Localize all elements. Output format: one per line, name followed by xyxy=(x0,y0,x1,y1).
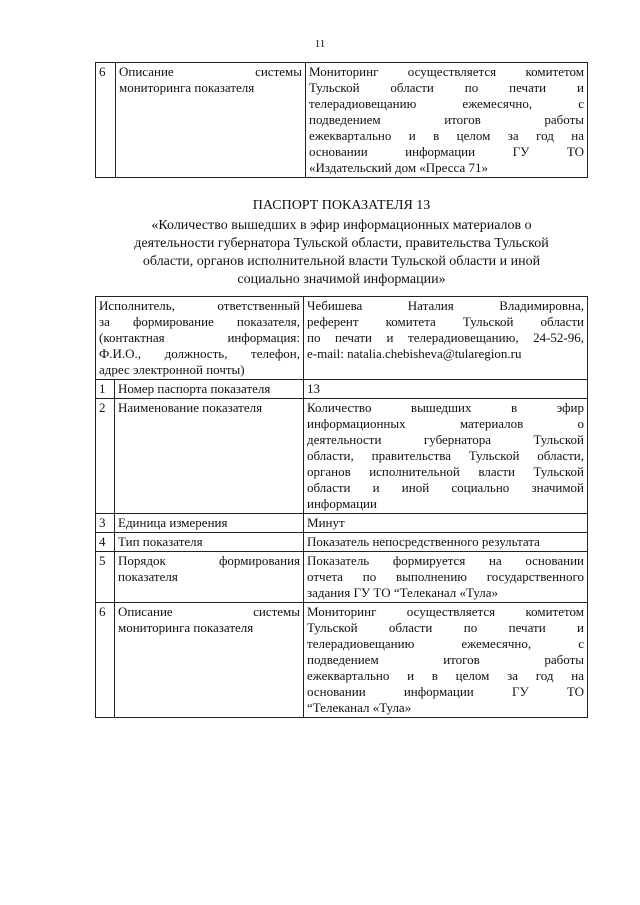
row-value xyxy=(304,514,588,533)
passport-title: ПАСПОРТ ПОКАЗАТЕЛЯ 13 xyxy=(252,198,431,213)
value-line: Мониторинг осуществляется комитетом xyxy=(309,64,584,79)
row-value xyxy=(304,380,588,399)
row-label xyxy=(115,603,304,718)
row-number: 2 xyxy=(96,399,115,514)
value-line: ежеквартально и в целом за год на xyxy=(309,128,584,143)
row-label xyxy=(115,514,304,533)
row-value xyxy=(306,63,588,178)
page-number: 11 xyxy=(314,38,326,50)
row-number: 6 xyxy=(96,603,115,718)
row-value xyxy=(304,533,588,552)
label-line: Описание системы xyxy=(119,64,302,79)
row-number: 3 xyxy=(96,514,115,533)
value-line: Тульской области по печати и xyxy=(307,620,584,635)
label-line: показателя xyxy=(118,569,178,584)
row-value xyxy=(304,552,588,603)
passport-heading xyxy=(95,197,588,289)
value-line: по печати и телерадиовещанию, 24-52-96, xyxy=(307,330,584,345)
value-line: Показатель непосредственного результата xyxy=(307,534,540,549)
table-row xyxy=(96,514,588,533)
value-line: референт комитета Тульской области xyxy=(307,314,584,329)
value-line: ежеквартально и в целом за год на xyxy=(307,668,584,683)
label-line: Тип показателя xyxy=(118,534,203,549)
label-line: Номер паспорта показателя xyxy=(118,381,271,396)
table-row xyxy=(96,603,588,718)
value-line: задания ГУ ТО “Телеканал «Тула» xyxy=(307,585,499,600)
value-line: информационных материалов о xyxy=(307,416,584,431)
value-line: области и иной социально значимой xyxy=(307,480,584,495)
label-line: Исполнитель, ответственный xyxy=(99,298,301,313)
value-line: информации xyxy=(307,496,377,511)
table-row xyxy=(96,63,588,178)
row-value xyxy=(304,399,588,514)
value-line: «Издательский дом «Пресса 71» xyxy=(309,160,488,175)
row-number: 4 xyxy=(96,533,115,552)
row-number: 1 xyxy=(96,380,115,399)
value-line: подведением итогов работы xyxy=(309,112,584,127)
subtitle-line: деятельности губернатора Тульской области, правительства Тульской xyxy=(134,236,549,251)
row-value xyxy=(304,603,588,718)
subtitle-line: «Количество вышедших в эфир информационных материалов о xyxy=(151,218,532,233)
row-label xyxy=(115,552,304,603)
row-number: 6 xyxy=(96,63,116,178)
value-line: телерадиовещанию ежемесячно, с xyxy=(307,636,584,651)
table-row xyxy=(96,297,588,380)
subtitle-line: области, органов исполнительной власти Тульской области и иной xyxy=(142,254,541,269)
table-row xyxy=(96,380,588,399)
value-line: Минут xyxy=(307,515,345,530)
label-line: Единица измерения xyxy=(118,515,228,530)
label-line: мониторинга показателя xyxy=(119,80,255,95)
executor-label xyxy=(96,297,304,380)
value-line: 13 xyxy=(307,381,321,396)
table-row xyxy=(96,552,588,603)
value-line: деятельности губернатора Тульской xyxy=(307,432,584,447)
table-row xyxy=(96,533,588,552)
executor-value xyxy=(304,297,588,380)
row-label xyxy=(116,63,306,178)
value-line: основании информации ГУ ТО xyxy=(307,684,584,699)
row-number: 5 xyxy=(96,552,115,603)
value-line: Чебишева Наталия Владимировна, xyxy=(307,298,584,313)
label-line: мониторинга показателя xyxy=(118,620,254,635)
value-line: “Телеканал «Тула» xyxy=(307,700,412,715)
value-line: отчета по выполнению государственного xyxy=(307,569,584,584)
label-line: Ф.И.О., должность, телефон, xyxy=(99,346,301,361)
value-line: органов исполнительной власти Тульской xyxy=(307,464,584,479)
label-line: Наименование показателя xyxy=(118,400,263,415)
value-line: Тульской области по печати и xyxy=(309,80,584,95)
label-line: за формирование показателя, xyxy=(99,314,301,329)
value-line: e-mail: natalia.chebisheva@tularegion.ru xyxy=(307,346,522,361)
row-label xyxy=(115,380,304,399)
value-line: Мониторинг осуществляется комитетом xyxy=(307,604,584,619)
value-line: Количество вышедших в эфир xyxy=(307,400,584,415)
label-line: адрес электронной почты) xyxy=(99,362,245,377)
label-line: Порядок формирования xyxy=(118,553,301,568)
label-line: (контактная информация: xyxy=(99,330,301,345)
value-line: области, правительства Тульской области, xyxy=(307,448,584,463)
passport-table xyxy=(95,296,588,718)
row-label xyxy=(115,399,304,514)
top-table xyxy=(95,62,588,178)
label-line: Описание системы xyxy=(118,604,301,619)
value-line: основании информации ГУ ТО xyxy=(309,144,584,159)
subtitle-line: социально значимой информации» xyxy=(237,272,446,287)
table-row xyxy=(96,399,588,514)
passport-subtitle xyxy=(95,217,588,289)
value-line: подведением итогов работы xyxy=(307,652,584,667)
row-label xyxy=(115,533,304,552)
value-line: телерадиовещанию ежемесячно, с xyxy=(309,96,584,111)
value-line: Показатель формируется на основании xyxy=(307,553,584,568)
